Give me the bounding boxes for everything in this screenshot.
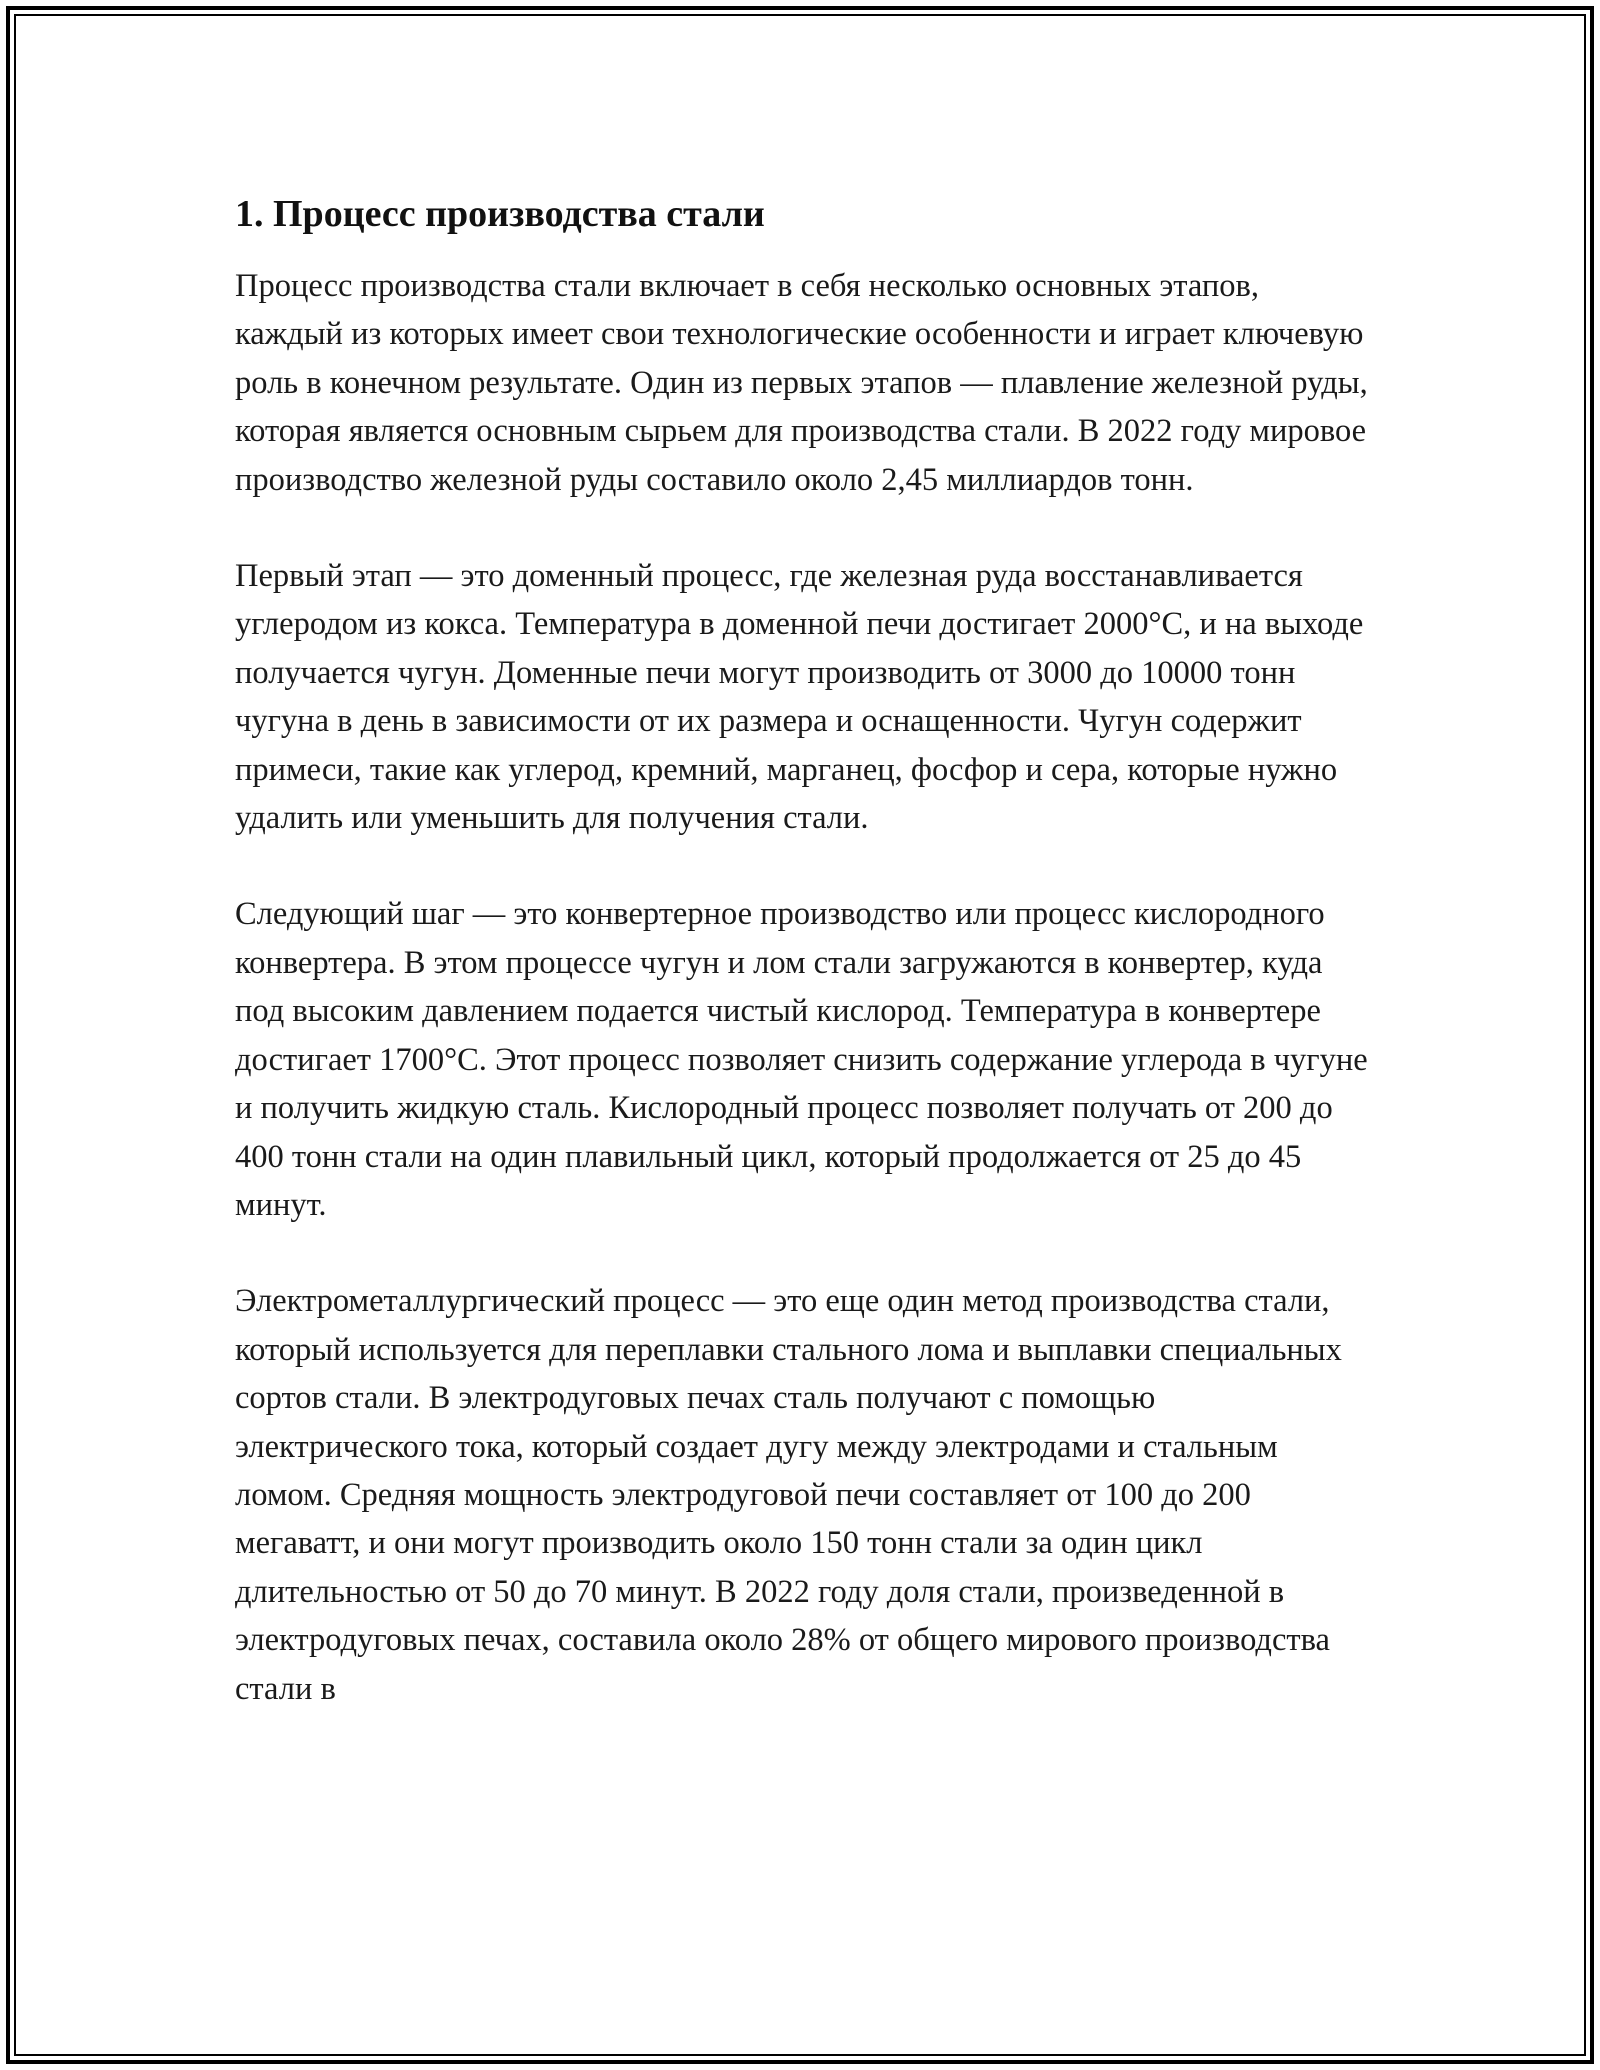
paragraph-electric-arc: Электрометаллургический процесс — это еще один метод производства стали, который используется для переплавки стального лома и выплавки специальных сортов стали. В электродуговых печах сталь получают с помощью электрического тока, который создает дугу между электродами и стальным ломом. Средняя мощность электродуговой печи составляет от 100 до 200 мегаватт, и они могут производить около 150 тонн стали за один цикл длительностью от 50 до 70 минут. В 2022 году доля стали, произведенной в электродуговых печах, составила около 28% от общего мирового производства стали в bbox=[235, 1283, 1342, 1707]
document-body bbox=[235, 186, 1375, 1761]
paragraph-blast-furnace: Первый этап — это доменный процесс, где железная руда восстанавливается углеродом из кокса. Температура в доменной печи достигает 2000°C, и на выходе получается чугун. Доменные печи могут производить от 3000 до 10000 тонн чугуна в день в зависимости от их размера и оснащенности. Чугун содержит примеси, такие как углерод, кремний, марганец, фосфор и сера, которые нужно удалить или уменьшить для получения стали. bbox=[235, 558, 1364, 837]
paragraph-intro: Процесс производства стали включает в себя несколько основных этапов, каждый из которых имеет свои технологические особенности и играет ключевую роль в конечном результате. Один из первых этапов — плавление железной руды, которая является основным сырьем для производства стали. В 2022 году мировое производство железной руды составило около 2,45 миллиардов тонн. bbox=[235, 268, 1368, 498]
section-heading: 1. Процесс производства стали bbox=[235, 193, 765, 235]
paragraph-oxygen-converter: Следующий шаг — это конвертерное производство или процесс кислородного конвертера. В этом процессе чугун и лом стали загружаются в конвертер, куда под высоким давлением подается чистый кислород. Температура в конвертере достигает 1700°C. Этот процесс позволяет снизить содержание углерода в чугуне и получить жидкую сталь. Кислородный процесс позволяет получать от 200 до 400 тонн стали на один плавильный цикл, который продолжается от 25 до 45 минут. bbox=[235, 896, 1368, 1223]
